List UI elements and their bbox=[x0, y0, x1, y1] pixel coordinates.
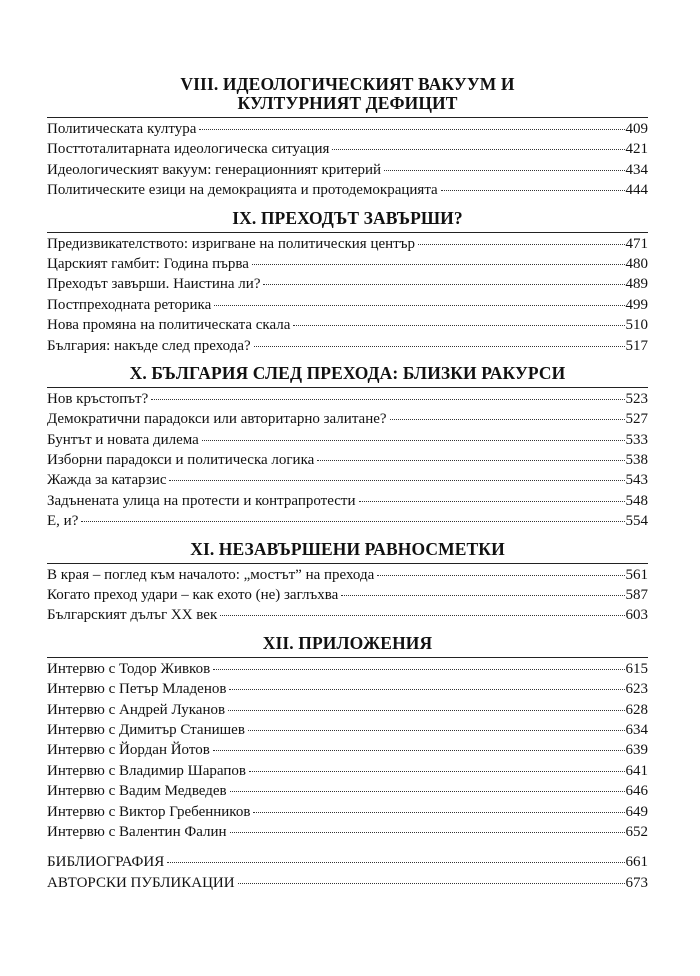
toc-entry bbox=[47, 491, 648, 511]
toc-entry-title: В края – поглед към началото: „мостът” на прехода bbox=[47, 566, 375, 583]
dot-leader bbox=[230, 790, 625, 792]
toc-entry-page: 489 bbox=[625, 276, 648, 293]
toc-entry-page: 661 bbox=[625, 854, 648, 871]
toc-entry bbox=[47, 822, 648, 842]
toc-entry-page: 641 bbox=[625, 762, 648, 779]
toc-entry-title: Интервю с Йордан Йотов bbox=[47, 742, 210, 759]
section-heading bbox=[47, 634, 648, 653]
dot-leader bbox=[332, 148, 624, 150]
section-heading-line: X. БЪЛГАРИЯ СЛЕД ПРЕХОДА: БЛИЗКИ РАКУРСИ bbox=[129, 362, 566, 383]
toc-entry-page: 517 bbox=[625, 337, 648, 354]
toc-entry-page: 587 bbox=[625, 587, 648, 604]
toc-section bbox=[47, 209, 648, 356]
toc-entry bbox=[47, 180, 648, 200]
toc-entry-page: 548 bbox=[625, 492, 648, 509]
toc-entry-page: 623 bbox=[625, 681, 648, 698]
dot-leader bbox=[254, 345, 625, 347]
toc-entry-page: 527 bbox=[625, 411, 648, 428]
toc-entry-title: Интервю с Виктор Гребенников bbox=[47, 803, 251, 820]
toc-entry bbox=[47, 336, 648, 356]
toc-entry-page: 543 bbox=[625, 472, 648, 489]
toc-entry bbox=[47, 160, 648, 180]
toc-entry bbox=[47, 781, 648, 801]
toc-entry-title: Когато преход удари – как ехото (не) заглъхва bbox=[47, 587, 339, 604]
toc-entry bbox=[47, 470, 648, 490]
dot-leader bbox=[214, 304, 624, 306]
toc-entry-page: 639 bbox=[625, 742, 648, 759]
toc-entry-page: 646 bbox=[625, 783, 648, 800]
section-heading bbox=[47, 540, 648, 559]
section-heading-line: XII. ПРИЛОЖЕНИЯ bbox=[262, 632, 433, 653]
dot-leader bbox=[377, 574, 624, 576]
toc-entry-title: Интервю с Димитър Станишев bbox=[47, 721, 245, 738]
table-of-contents bbox=[47, 75, 648, 893]
toc-entry-title: Царският гамбит: Година първа bbox=[47, 255, 249, 272]
section-heading bbox=[47, 75, 648, 113]
toc-entry-title: Нов кръстопът? bbox=[47, 390, 149, 407]
toc-section bbox=[47, 75, 648, 201]
section-rule bbox=[47, 387, 648, 388]
toc-entry bbox=[47, 761, 648, 781]
dot-leader bbox=[390, 418, 625, 420]
toc-entry bbox=[47, 511, 648, 531]
toc-entry-page: 561 bbox=[625, 566, 648, 583]
toc-entry-title: Политическата култура bbox=[47, 121, 197, 137]
toc-entry-title: Интервю с Андрей Луканов bbox=[47, 701, 226, 718]
toc-entry bbox=[47, 389, 648, 409]
end-entries bbox=[47, 852, 648, 893]
toc-entry-title: Българският дълъг ХХ век bbox=[47, 607, 218, 624]
dot-leader bbox=[418, 243, 625, 245]
toc-entry-title: Политическите езици на демокрацията и протодемокрацията bbox=[47, 182, 438, 199]
section-heading-line: IX. ПРЕХОДЪТ ЗАВЪРШИ? bbox=[232, 207, 463, 228]
toc-entry-title: Интервю с Петър Младенов bbox=[47, 681, 227, 698]
dot-leader bbox=[220, 614, 624, 616]
toc-entry bbox=[47, 720, 648, 740]
toc-entry bbox=[47, 802, 648, 822]
toc-entry bbox=[47, 852, 648, 872]
dot-leader bbox=[213, 668, 624, 670]
section-entries bbox=[47, 565, 648, 626]
toc-entry-page: 523 bbox=[625, 390, 648, 407]
toc-entry-title: Нова промяна на политическата скала bbox=[47, 317, 291, 334]
dot-leader bbox=[341, 594, 624, 596]
toc-entry bbox=[47, 315, 648, 335]
dot-leader bbox=[293, 324, 624, 326]
toc-entry-title: България: накъде след прехода? bbox=[47, 337, 251, 354]
toc-entry-title: Е, и? bbox=[47, 513, 79, 530]
dot-leader bbox=[229, 688, 624, 690]
section-rule bbox=[47, 232, 648, 233]
dot-leader bbox=[213, 749, 625, 751]
toc-entry-page: 634 bbox=[625, 721, 648, 738]
toc-entry-page: 499 bbox=[625, 296, 648, 313]
dot-leader bbox=[317, 459, 624, 461]
dot-leader bbox=[202, 439, 625, 441]
toc-entry bbox=[47, 234, 648, 254]
section-entries bbox=[47, 389, 648, 532]
toc-entry-page: 533 bbox=[625, 431, 648, 448]
dot-leader bbox=[359, 500, 625, 502]
dot-leader bbox=[199, 128, 624, 130]
dot-leader bbox=[441, 189, 625, 191]
dot-leader bbox=[238, 882, 625, 884]
toc-section bbox=[47, 364, 648, 532]
toc-entry bbox=[47, 565, 648, 585]
toc-entry bbox=[47, 605, 648, 625]
toc-entry-page: 673 bbox=[625, 874, 648, 891]
dot-leader bbox=[81, 520, 624, 522]
toc-entry bbox=[47, 139, 648, 159]
dot-leader bbox=[228, 709, 624, 711]
toc-entry bbox=[47, 430, 648, 450]
toc-entry bbox=[47, 295, 648, 315]
toc-entry-page: 554 bbox=[625, 513, 648, 530]
dot-leader bbox=[169, 479, 624, 481]
dot-leader bbox=[151, 398, 624, 400]
toc-entry-title: Интервю с Тодор Живков bbox=[47, 660, 211, 677]
section-heading bbox=[47, 364, 648, 383]
dot-leader bbox=[248, 729, 625, 731]
toc-entry-title: Демократични парадокси или авторитарно залитане? bbox=[47, 411, 387, 428]
toc-entry bbox=[47, 740, 648, 760]
section-heading bbox=[47, 209, 648, 228]
dot-leader bbox=[384, 169, 624, 171]
toc-entry bbox=[47, 700, 648, 720]
toc-entry bbox=[47, 873, 648, 893]
section-entries bbox=[47, 234, 648, 356]
toc-entry bbox=[47, 450, 648, 470]
toc-entry-title: Преходът завърши. Наистина ли? bbox=[47, 276, 261, 293]
toc-entry bbox=[47, 409, 648, 429]
toc-entry-title: Идеологическият вакуум: генерационният критерий bbox=[47, 161, 382, 178]
toc-entry bbox=[47, 679, 648, 699]
toc-entry bbox=[47, 274, 648, 294]
toc-entry-page: 444 bbox=[625, 182, 648, 199]
dot-leader bbox=[252, 263, 625, 265]
toc-entry-page: 434 bbox=[625, 161, 648, 178]
toc-entry bbox=[47, 585, 648, 605]
toc-entry-title: Жажда за катарзис bbox=[47, 472, 167, 489]
dot-leader bbox=[230, 831, 625, 833]
dot-leader bbox=[253, 811, 624, 813]
toc-entry-title: БИБЛИОГРАФИЯ bbox=[47, 854, 165, 871]
toc-entry-page: 603 bbox=[625, 607, 648, 624]
toc-entry-title: АВТОРСКИ ПУБЛИКАЦИИ bbox=[47, 874, 235, 891]
toc-entry-page: 628 bbox=[625, 701, 648, 718]
section-rule bbox=[47, 657, 648, 658]
section-heading-line: XI. НЕЗАВЪРШЕНИ РАВНОСМЕТКИ bbox=[190, 538, 505, 559]
toc-entry-title: Предизвикателството: изригване на политическия център bbox=[47, 235, 415, 252]
section-entries bbox=[47, 659, 648, 843]
toc-entry-title: Изборни парадокси и политическа логика bbox=[47, 452, 315, 469]
toc-section bbox=[47, 634, 648, 843]
toc-entry-title: Задънената улица на протести и контрапротести bbox=[47, 492, 356, 509]
dot-leader bbox=[167, 861, 624, 863]
toc-entry bbox=[47, 659, 648, 679]
section-rule bbox=[47, 117, 648, 118]
toc-entry-page: 409 bbox=[625, 121, 648, 137]
toc-entry-title: Интервю с Валентин Фалин bbox=[47, 823, 227, 840]
section-rule bbox=[47, 563, 648, 564]
section-entries bbox=[47, 119, 648, 201]
toc-section bbox=[47, 540, 648, 626]
toc-entry-page: 510 bbox=[625, 317, 648, 334]
toc-entry-page: 538 bbox=[625, 452, 648, 469]
section-heading-line: VIII. ИДЕОЛОГИЧЕСКИЯТ ВАКУУМ И bbox=[180, 74, 515, 94]
section-heading-line: КУЛТУРНИЯТ ДЕФИЦИТ bbox=[237, 93, 458, 113]
toc-entry-page: 649 bbox=[625, 803, 648, 820]
toc-entry bbox=[47, 254, 648, 274]
toc-entry-page: 421 bbox=[625, 141, 648, 158]
toc-entry-title: Постпреходната реторика bbox=[47, 296, 212, 313]
dot-leader bbox=[249, 770, 625, 772]
toc-entry-page: 471 bbox=[625, 235, 648, 252]
toc-entry-title: Бунтът и новата дилема bbox=[47, 431, 199, 448]
toc-entry-title: Интервю с Владимир Шарапов bbox=[47, 762, 246, 779]
toc-entry-title: Интервю с Вадим Медведев bbox=[47, 783, 227, 800]
dot-leader bbox=[263, 283, 624, 285]
toc-entry-title: Посттоталитарната идеологическа ситуация bbox=[47, 141, 330, 158]
toc-entry-page: 480 bbox=[625, 255, 648, 272]
toc-entry-page: 615 bbox=[625, 660, 648, 677]
toc-entry-page: 652 bbox=[625, 823, 648, 840]
toc-entry bbox=[47, 119, 648, 139]
